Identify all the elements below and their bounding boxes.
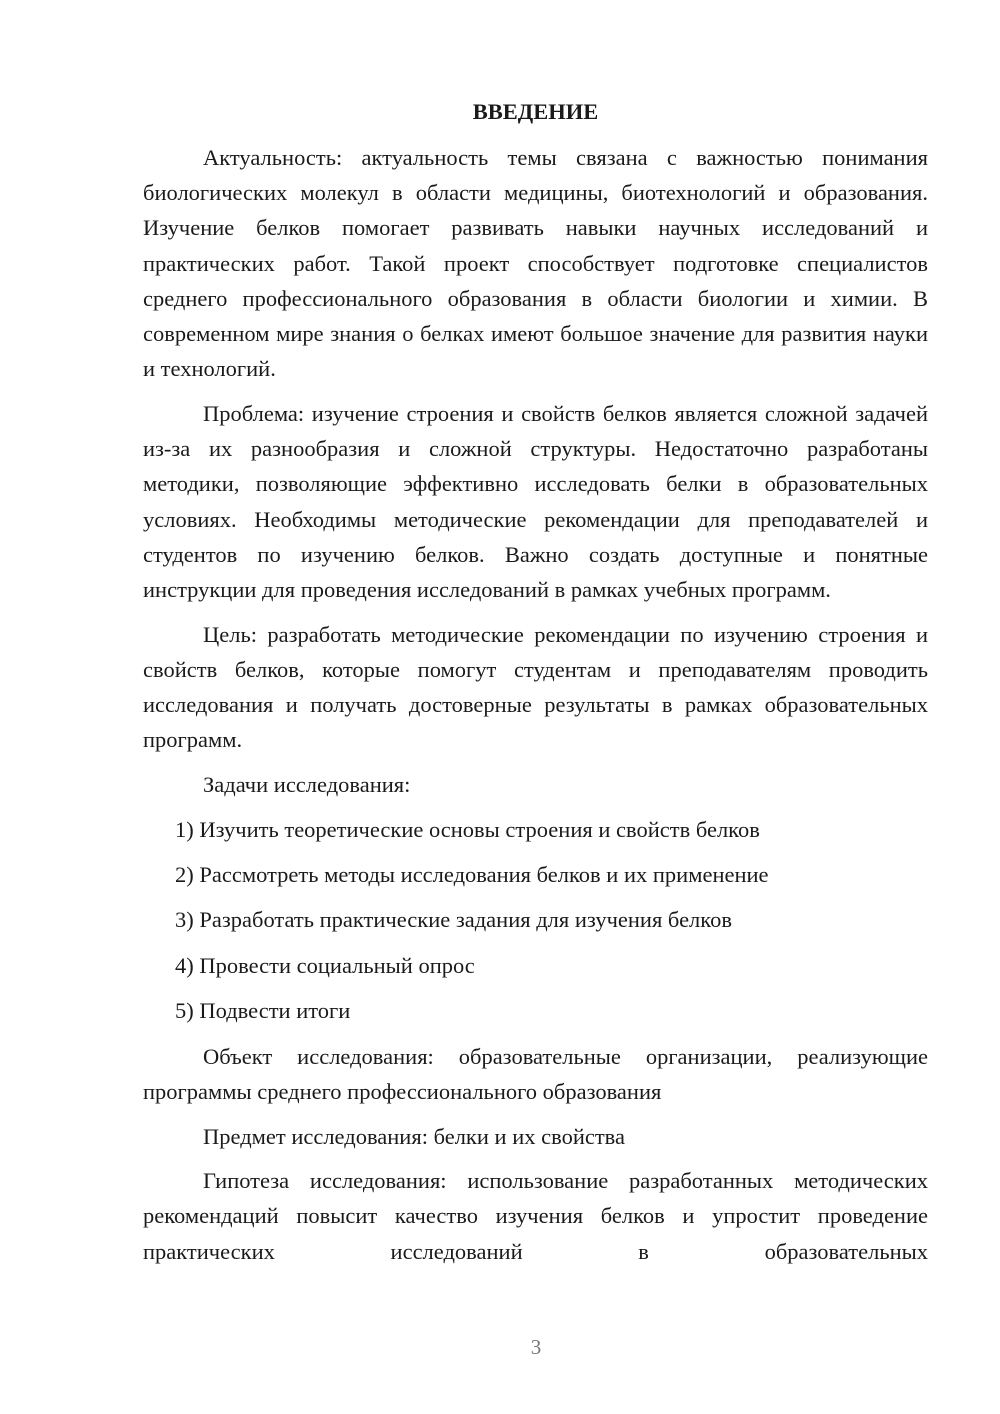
subject-paragraph: Предмет исследования: белки и их свойства bbox=[203, 1123, 625, 1149]
problem-paragraph: Проблема: изучение строения и свойств белков является сложной задачей из-за их разнообразия и сложной структуры. Недостаточно разработаны методики, позволяющие эффективно исследовать белки в образовательных условиях. Необходимы методические рекомендации для преподавателей и студентов по изучению белков. Важно создать доступные и понятные инструкции для проведения исследований в рамках учебных программ. bbox=[143, 400, 928, 602]
goal-paragraph: Цель: разработать методические рекомендации по изучению строения и свойств белков, которые помогут студентам и преподавателям проводить исследования и получать достоверные результаты в рамках образовательных программ. bbox=[143, 621, 928, 753]
list-item: 3) Разработать практические задания для изучения белков bbox=[175, 907, 732, 933]
relevance-paragraph: Актуальность: актуальность темы связана с важностью понимания биологических молекул в области медицины, биотехнологий и образования. Изучение белков помогает развивать навыки научных исследований и практических работ. Такой проект способствует подготовке специалистов среднего профессионального образования в области биологии и химии. В современном мире знания о белках имеют большое значение для развития науки и технологий. bbox=[143, 145, 928, 382]
page-title: ВВЕДЕНИЕ bbox=[472, 99, 599, 124]
page-content bbox=[143, 94, 928, 1269]
page-number: 3 bbox=[530, 1335, 542, 1359]
list-item: 5) Подвести итоги bbox=[175, 998, 351, 1024]
list-item: 1) Изучить теоретические основы строения и свойств белков bbox=[175, 816, 760, 842]
tasks-list bbox=[143, 812, 928, 1029]
hypothesis-paragraph: Гипотеза исследования: использование разработанных методических рекомендаций повысит качество изучения белков и упростит проведение практических исследований в образовательных bbox=[143, 1168, 928, 1264]
list-item: 4) Провести социальный опрос bbox=[175, 952, 475, 978]
tasks-heading: Задачи исследования: bbox=[203, 771, 411, 797]
object-paragraph: Объект исследования: образовательные организации, реализующие программы среднего профессионального образования bbox=[143, 1043, 928, 1104]
list-item: 2) Рассмотреть методы исследования белков и их применение bbox=[175, 862, 769, 888]
